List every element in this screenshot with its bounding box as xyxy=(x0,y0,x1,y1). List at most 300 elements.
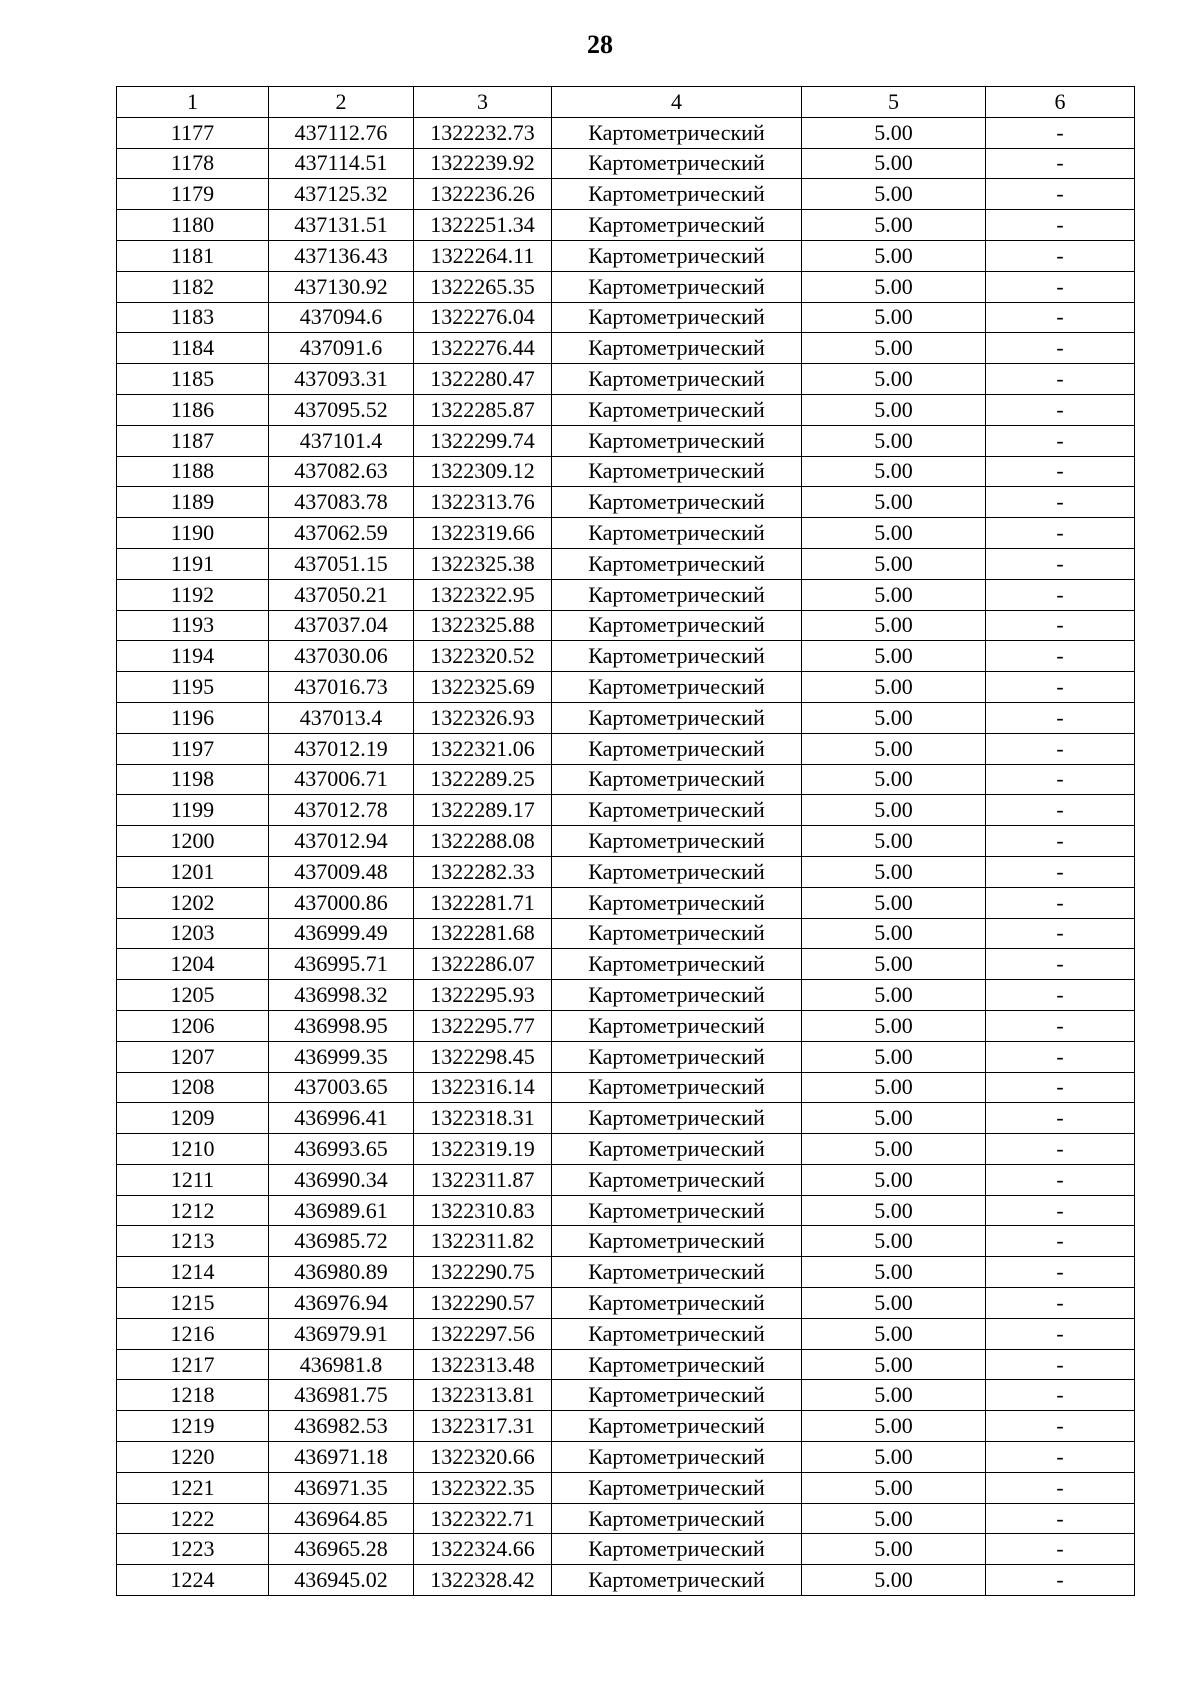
y-coordinate-cell: 1322318.31 xyxy=(414,1103,552,1134)
method-cell: Картометрический xyxy=(552,1226,802,1257)
point-number-cell: 1178 xyxy=(117,148,269,179)
note-cell: - xyxy=(986,1134,1135,1165)
table-row xyxy=(117,641,1135,672)
table-row xyxy=(117,1565,1135,1596)
y-coordinate-cell: 1322310.83 xyxy=(414,1195,552,1226)
x-coordinate-cell: 437051.15 xyxy=(269,548,414,579)
x-coordinate-cell: 437101.4 xyxy=(269,425,414,456)
point-number-cell: 1208 xyxy=(117,1072,269,1103)
x-coordinate-cell: 436979.91 xyxy=(269,1318,414,1349)
note-cell: - xyxy=(986,394,1135,425)
method-cell: Картометрический xyxy=(552,1503,802,1534)
accuracy-cell: 5.00 xyxy=(802,1503,986,1534)
accuracy-cell: 5.00 xyxy=(802,1164,986,1195)
y-coordinate-cell: 1322326.93 xyxy=(414,702,552,733)
column-header-3: 3 xyxy=(414,87,552,118)
method-cell: Картометрический xyxy=(552,702,802,733)
x-coordinate-cell: 437094.6 xyxy=(269,302,414,333)
table-row xyxy=(117,949,1135,980)
note-cell: - xyxy=(986,1442,1135,1473)
method-cell: Картометрический xyxy=(552,179,802,210)
y-coordinate-cell: 1322290.57 xyxy=(414,1288,552,1319)
point-number-cell: 1191 xyxy=(117,548,269,579)
method-cell: Картометрический xyxy=(552,1041,802,1072)
accuracy-cell: 5.00 xyxy=(802,394,986,425)
note-cell: - xyxy=(986,1010,1135,1041)
method-cell: Картометрический xyxy=(552,980,802,1011)
x-coordinate-cell: 437030.06 xyxy=(269,641,414,672)
note-cell: - xyxy=(986,425,1135,456)
x-coordinate-cell: 436982.53 xyxy=(269,1411,414,1442)
accuracy-cell: 5.00 xyxy=(802,826,986,857)
note-cell: - xyxy=(986,1226,1135,1257)
x-coordinate-cell: 436964.85 xyxy=(269,1503,414,1534)
note-cell: - xyxy=(986,518,1135,549)
y-coordinate-cell: 1322328.42 xyxy=(414,1565,552,1596)
method-cell: Картометрический xyxy=(552,1195,802,1226)
table-row xyxy=(117,764,1135,795)
accuracy-cell: 5.00 xyxy=(802,795,986,826)
point-number-cell: 1179 xyxy=(117,179,269,210)
x-coordinate-cell: 437012.19 xyxy=(269,733,414,764)
x-coordinate-cell: 436995.71 xyxy=(269,949,414,980)
note-cell: - xyxy=(986,487,1135,518)
point-number-cell: 1210 xyxy=(117,1134,269,1165)
note-cell: - xyxy=(986,1164,1135,1195)
x-coordinate-cell: 437131.51 xyxy=(269,210,414,241)
x-coordinate-cell: 437016.73 xyxy=(269,672,414,703)
table-row xyxy=(117,1288,1135,1319)
point-number-cell: 1196 xyxy=(117,702,269,733)
accuracy-cell: 5.00 xyxy=(802,949,986,980)
y-coordinate-cell: 1322281.68 xyxy=(414,918,552,949)
note-cell: - xyxy=(986,148,1135,179)
method-cell: Картометрический xyxy=(552,364,802,395)
point-number-cell: 1220 xyxy=(117,1442,269,1473)
point-number-cell: 1223 xyxy=(117,1534,269,1565)
method-cell: Картометрический xyxy=(552,1134,802,1165)
y-coordinate-cell: 1322281.71 xyxy=(414,887,552,918)
method-cell: Картометрический xyxy=(552,764,802,795)
note-cell: - xyxy=(986,1472,1135,1503)
x-coordinate-cell: 436980.89 xyxy=(269,1257,414,1288)
method-cell: Картометрический xyxy=(552,1380,802,1411)
point-number-cell: 1217 xyxy=(117,1349,269,1380)
point-number-cell: 1214 xyxy=(117,1257,269,1288)
coordinates-table xyxy=(116,86,1135,1596)
x-coordinate-cell: 437114.51 xyxy=(269,148,414,179)
method-cell: Картометрический xyxy=(552,333,802,364)
x-coordinate-cell: 436971.18 xyxy=(269,1442,414,1473)
point-number-cell: 1181 xyxy=(117,240,269,271)
accuracy-cell: 5.00 xyxy=(802,364,986,395)
point-number-cell: 1202 xyxy=(117,887,269,918)
table-row xyxy=(117,1195,1135,1226)
table-row xyxy=(117,826,1135,857)
x-coordinate-cell: 437050.21 xyxy=(269,579,414,610)
table-row xyxy=(117,672,1135,703)
column-header-6: 6 xyxy=(986,87,1135,118)
x-coordinate-cell: 436999.49 xyxy=(269,918,414,949)
method-cell: Картометрический xyxy=(552,1565,802,1596)
table-row xyxy=(117,1257,1135,1288)
y-coordinate-cell: 1322298.45 xyxy=(414,1041,552,1072)
x-coordinate-cell: 436993.65 xyxy=(269,1134,414,1165)
accuracy-cell: 5.00 xyxy=(802,918,986,949)
x-coordinate-cell: 437082.63 xyxy=(269,456,414,487)
accuracy-cell: 5.00 xyxy=(802,887,986,918)
point-number-cell: 1205 xyxy=(117,980,269,1011)
table-row xyxy=(117,980,1135,1011)
point-number-cell: 1200 xyxy=(117,826,269,857)
point-number-cell: 1184 xyxy=(117,333,269,364)
x-coordinate-cell: 436981.75 xyxy=(269,1380,414,1411)
point-number-cell: 1189 xyxy=(117,487,269,518)
method-cell: Картометрический xyxy=(552,579,802,610)
accuracy-cell: 5.00 xyxy=(802,518,986,549)
method-cell: Картометрический xyxy=(552,117,802,148)
note-cell: - xyxy=(986,1534,1135,1565)
note-cell: - xyxy=(986,887,1135,918)
x-coordinate-cell: 437062.59 xyxy=(269,518,414,549)
method-cell: Картометрический xyxy=(552,518,802,549)
x-coordinate-cell: 437112.76 xyxy=(269,117,414,148)
accuracy-cell: 5.00 xyxy=(802,764,986,795)
note-cell: - xyxy=(986,1257,1135,1288)
accuracy-cell: 5.00 xyxy=(802,548,986,579)
point-number-cell: 1204 xyxy=(117,949,269,980)
y-coordinate-cell: 1322232.73 xyxy=(414,117,552,148)
accuracy-cell: 5.00 xyxy=(802,1103,986,1134)
accuracy-cell: 5.00 xyxy=(802,1195,986,1226)
table-row xyxy=(117,1103,1135,1134)
page-number: 28 xyxy=(587,30,613,59)
note-cell: - xyxy=(986,179,1135,210)
method-cell: Картометрический xyxy=(552,1442,802,1473)
table-row xyxy=(117,795,1135,826)
point-number-cell: 1224 xyxy=(117,1565,269,1596)
note-cell: - xyxy=(986,1195,1135,1226)
y-coordinate-cell: 1322319.19 xyxy=(414,1134,552,1165)
y-coordinate-cell: 1322295.93 xyxy=(414,980,552,1011)
method-cell: Картометрический xyxy=(552,949,802,980)
accuracy-cell: 5.00 xyxy=(802,1072,986,1103)
accuracy-cell: 5.00 xyxy=(802,1472,986,1503)
method-cell: Картометрический xyxy=(552,641,802,672)
accuracy-cell: 5.00 xyxy=(802,487,986,518)
note-cell: - xyxy=(986,333,1135,364)
table-row xyxy=(117,271,1135,302)
table-row xyxy=(117,1134,1135,1165)
note-cell: - xyxy=(986,918,1135,949)
y-coordinate-cell: 1322322.35 xyxy=(414,1472,552,1503)
note-cell: - xyxy=(986,1288,1135,1319)
point-number-cell: 1218 xyxy=(117,1380,269,1411)
note-cell: - xyxy=(986,856,1135,887)
y-coordinate-cell: 1322322.95 xyxy=(414,579,552,610)
method-cell: Картометрический xyxy=(552,733,802,764)
point-number-cell: 1201 xyxy=(117,856,269,887)
table-row xyxy=(117,302,1135,333)
y-coordinate-cell: 1322280.47 xyxy=(414,364,552,395)
accuracy-cell: 5.00 xyxy=(802,1041,986,1072)
table-row xyxy=(117,1072,1135,1103)
accuracy-cell: 5.00 xyxy=(802,1534,986,1565)
table-row xyxy=(117,1472,1135,1503)
note-cell: - xyxy=(986,210,1135,241)
note-cell: - xyxy=(986,1349,1135,1380)
method-cell: Картометрический xyxy=(552,1164,802,1195)
point-number-cell: 1198 xyxy=(117,764,269,795)
method-cell: Картометрический xyxy=(552,148,802,179)
x-coordinate-cell: 436989.61 xyxy=(269,1195,414,1226)
column-header-4: 4 xyxy=(552,87,802,118)
accuracy-cell: 5.00 xyxy=(802,702,986,733)
method-cell: Картометрический xyxy=(552,425,802,456)
y-coordinate-cell: 1322297.56 xyxy=(414,1318,552,1349)
y-coordinate-cell: 1322264.11 xyxy=(414,240,552,271)
x-coordinate-cell: 437083.78 xyxy=(269,487,414,518)
note-cell: - xyxy=(986,1103,1135,1134)
accuracy-cell: 5.00 xyxy=(802,672,986,703)
y-coordinate-cell: 1322317.31 xyxy=(414,1411,552,1442)
table-row xyxy=(117,1349,1135,1380)
point-number-cell: 1211 xyxy=(117,1164,269,1195)
point-number-cell: 1177 xyxy=(117,117,269,148)
method-cell: Картометрический xyxy=(552,1534,802,1565)
point-number-cell: 1207 xyxy=(117,1041,269,1072)
y-coordinate-cell: 1322236.26 xyxy=(414,179,552,210)
y-coordinate-cell: 1322311.87 xyxy=(414,1164,552,1195)
accuracy-cell: 5.00 xyxy=(802,610,986,641)
table-row xyxy=(117,1380,1135,1411)
note-cell: - xyxy=(986,1411,1135,1442)
note-cell: - xyxy=(986,240,1135,271)
method-cell: Картометрический xyxy=(552,394,802,425)
table-header xyxy=(117,87,1135,118)
table-row xyxy=(117,1164,1135,1195)
x-coordinate-cell: 436971.35 xyxy=(269,1472,414,1503)
method-cell: Картометрический xyxy=(552,1318,802,1349)
column-header-1: 1 xyxy=(117,87,269,118)
method-cell: Картометрический xyxy=(552,887,802,918)
point-number-cell: 1194 xyxy=(117,641,269,672)
point-number-cell: 1209 xyxy=(117,1103,269,1134)
accuracy-cell: 5.00 xyxy=(802,1380,986,1411)
note-cell: - xyxy=(986,826,1135,857)
table-row xyxy=(117,1318,1135,1349)
method-cell: Картометрический xyxy=(552,1072,802,1103)
point-number-cell: 1212 xyxy=(117,1195,269,1226)
point-number-cell: 1188 xyxy=(117,456,269,487)
x-coordinate-cell: 437091.6 xyxy=(269,333,414,364)
note-cell: - xyxy=(986,949,1135,980)
table-row xyxy=(117,1411,1135,1442)
point-number-cell: 1190 xyxy=(117,518,269,549)
method-cell: Картометрический xyxy=(552,1288,802,1319)
accuracy-cell: 5.00 xyxy=(802,302,986,333)
x-coordinate-cell: 436996.41 xyxy=(269,1103,414,1134)
x-coordinate-cell: 436998.95 xyxy=(269,1010,414,1041)
y-coordinate-cell: 1322286.07 xyxy=(414,949,552,980)
point-number-cell: 1195 xyxy=(117,672,269,703)
method-cell: Картометрический xyxy=(552,271,802,302)
accuracy-cell: 5.00 xyxy=(802,980,986,1011)
x-coordinate-cell: 436990.34 xyxy=(269,1164,414,1195)
table-row xyxy=(117,1010,1135,1041)
accuracy-cell: 5.00 xyxy=(802,179,986,210)
x-coordinate-cell: 437136.43 xyxy=(269,240,414,271)
y-coordinate-cell: 1322288.08 xyxy=(414,826,552,857)
method-cell: Картометрический xyxy=(552,1411,802,1442)
point-number-cell: 1192 xyxy=(117,579,269,610)
y-coordinate-cell: 1322309.12 xyxy=(414,456,552,487)
accuracy-cell: 5.00 xyxy=(802,117,986,148)
table-row xyxy=(117,425,1135,456)
point-number-cell: 1183 xyxy=(117,302,269,333)
accuracy-cell: 5.00 xyxy=(802,333,986,364)
y-coordinate-cell: 1322285.87 xyxy=(414,394,552,425)
note-cell: - xyxy=(986,117,1135,148)
x-coordinate-cell: 436998.32 xyxy=(269,980,414,1011)
table-row xyxy=(117,240,1135,271)
note-cell: - xyxy=(986,1565,1135,1596)
x-coordinate-cell: 437006.71 xyxy=(269,764,414,795)
accuracy-cell: 5.00 xyxy=(802,1349,986,1380)
y-coordinate-cell: 1322313.48 xyxy=(414,1349,552,1380)
x-coordinate-cell: 437130.92 xyxy=(269,271,414,302)
note-cell: - xyxy=(986,364,1135,395)
table-row xyxy=(117,579,1135,610)
method-cell: Картометрический xyxy=(552,1257,802,1288)
note-cell: - xyxy=(986,271,1135,302)
point-number-cell: 1203 xyxy=(117,918,269,949)
point-number-cell: 1186 xyxy=(117,394,269,425)
accuracy-cell: 5.00 xyxy=(802,240,986,271)
note-cell: - xyxy=(986,548,1135,579)
accuracy-cell: 5.00 xyxy=(802,456,986,487)
table-row xyxy=(117,394,1135,425)
table-row xyxy=(117,333,1135,364)
accuracy-cell: 5.00 xyxy=(802,271,986,302)
accuracy-cell: 5.00 xyxy=(802,1226,986,1257)
y-coordinate-cell: 1322299.74 xyxy=(414,425,552,456)
accuracy-cell: 5.00 xyxy=(802,579,986,610)
column-header-2: 2 xyxy=(269,87,414,118)
point-number-cell: 1213 xyxy=(117,1226,269,1257)
y-coordinate-cell: 1322311.82 xyxy=(414,1226,552,1257)
table-row xyxy=(117,733,1135,764)
y-coordinate-cell: 1322289.17 xyxy=(414,795,552,826)
x-coordinate-cell: 437009.48 xyxy=(269,856,414,887)
x-coordinate-cell: 436945.02 xyxy=(269,1565,414,1596)
y-coordinate-cell: 1322316.14 xyxy=(414,1072,552,1103)
method-cell: Картометрический xyxy=(552,918,802,949)
table-row xyxy=(117,210,1135,241)
y-coordinate-cell: 1322322.71 xyxy=(414,1503,552,1534)
table-row xyxy=(117,179,1135,210)
y-coordinate-cell: 1322290.75 xyxy=(414,1257,552,1288)
x-coordinate-cell: 437037.04 xyxy=(269,610,414,641)
note-cell: - xyxy=(986,579,1135,610)
column-header-5: 5 xyxy=(802,87,986,118)
note-cell: - xyxy=(986,1072,1135,1103)
y-coordinate-cell: 1322251.34 xyxy=(414,210,552,241)
method-cell: Картометрический xyxy=(552,826,802,857)
y-coordinate-cell: 1322289.25 xyxy=(414,764,552,795)
y-coordinate-cell: 1322320.66 xyxy=(414,1442,552,1473)
accuracy-cell: 5.00 xyxy=(802,856,986,887)
y-coordinate-cell: 1322325.88 xyxy=(414,610,552,641)
table-row xyxy=(117,1442,1135,1473)
x-coordinate-cell: 437012.78 xyxy=(269,795,414,826)
method-cell: Картометрический xyxy=(552,456,802,487)
x-coordinate-cell: 436985.72 xyxy=(269,1226,414,1257)
table-row xyxy=(117,364,1135,395)
x-coordinate-cell: 437003.65 xyxy=(269,1072,414,1103)
note-cell: - xyxy=(986,672,1135,703)
table-row xyxy=(117,610,1135,641)
x-coordinate-cell: 437012.94 xyxy=(269,826,414,857)
table-row xyxy=(117,918,1135,949)
point-number-cell: 1221 xyxy=(117,1472,269,1503)
point-number-cell: 1206 xyxy=(117,1010,269,1041)
table-row xyxy=(117,887,1135,918)
accuracy-cell: 5.00 xyxy=(802,733,986,764)
method-cell: Картометрический xyxy=(552,487,802,518)
accuracy-cell: 5.00 xyxy=(802,1134,986,1165)
note-cell: - xyxy=(986,764,1135,795)
method-cell: Картометрический xyxy=(552,1010,802,1041)
point-number-cell: 1199 xyxy=(117,795,269,826)
table-row xyxy=(117,702,1135,733)
table-row xyxy=(117,1503,1135,1534)
table-row xyxy=(117,518,1135,549)
table-row xyxy=(117,148,1135,179)
accuracy-cell: 5.00 xyxy=(802,1442,986,1473)
x-coordinate-cell: 437125.32 xyxy=(269,179,414,210)
method-cell: Картометрический xyxy=(552,610,802,641)
table-row xyxy=(117,1226,1135,1257)
point-number-cell: 1197 xyxy=(117,733,269,764)
x-coordinate-cell: 436981.8 xyxy=(269,1349,414,1380)
table-row xyxy=(117,117,1135,148)
y-coordinate-cell: 1322239.92 xyxy=(414,148,552,179)
note-cell: - xyxy=(986,1041,1135,1072)
x-coordinate-cell: 437093.31 xyxy=(269,364,414,395)
y-coordinate-cell: 1322265.35 xyxy=(414,271,552,302)
table-row xyxy=(117,856,1135,887)
x-coordinate-cell: 436976.94 xyxy=(269,1288,414,1319)
table-row xyxy=(117,487,1135,518)
header-row xyxy=(117,87,1135,118)
y-coordinate-cell: 1322313.81 xyxy=(414,1380,552,1411)
point-number-cell: 1180 xyxy=(117,210,269,241)
table-body xyxy=(117,117,1135,1595)
point-number-cell: 1215 xyxy=(117,1288,269,1319)
method-cell: Картометрический xyxy=(552,1472,802,1503)
point-number-cell: 1193 xyxy=(117,610,269,641)
y-coordinate-cell: 1322325.38 xyxy=(414,548,552,579)
accuracy-cell: 5.00 xyxy=(802,1257,986,1288)
y-coordinate-cell: 1322295.77 xyxy=(414,1010,552,1041)
note-cell: - xyxy=(986,302,1135,333)
method-cell: Картометрический xyxy=(552,1349,802,1380)
method-cell: Картометрический xyxy=(552,1103,802,1134)
method-cell: Картометрический xyxy=(552,795,802,826)
table-row xyxy=(117,1534,1135,1565)
point-number-cell: 1219 xyxy=(117,1411,269,1442)
